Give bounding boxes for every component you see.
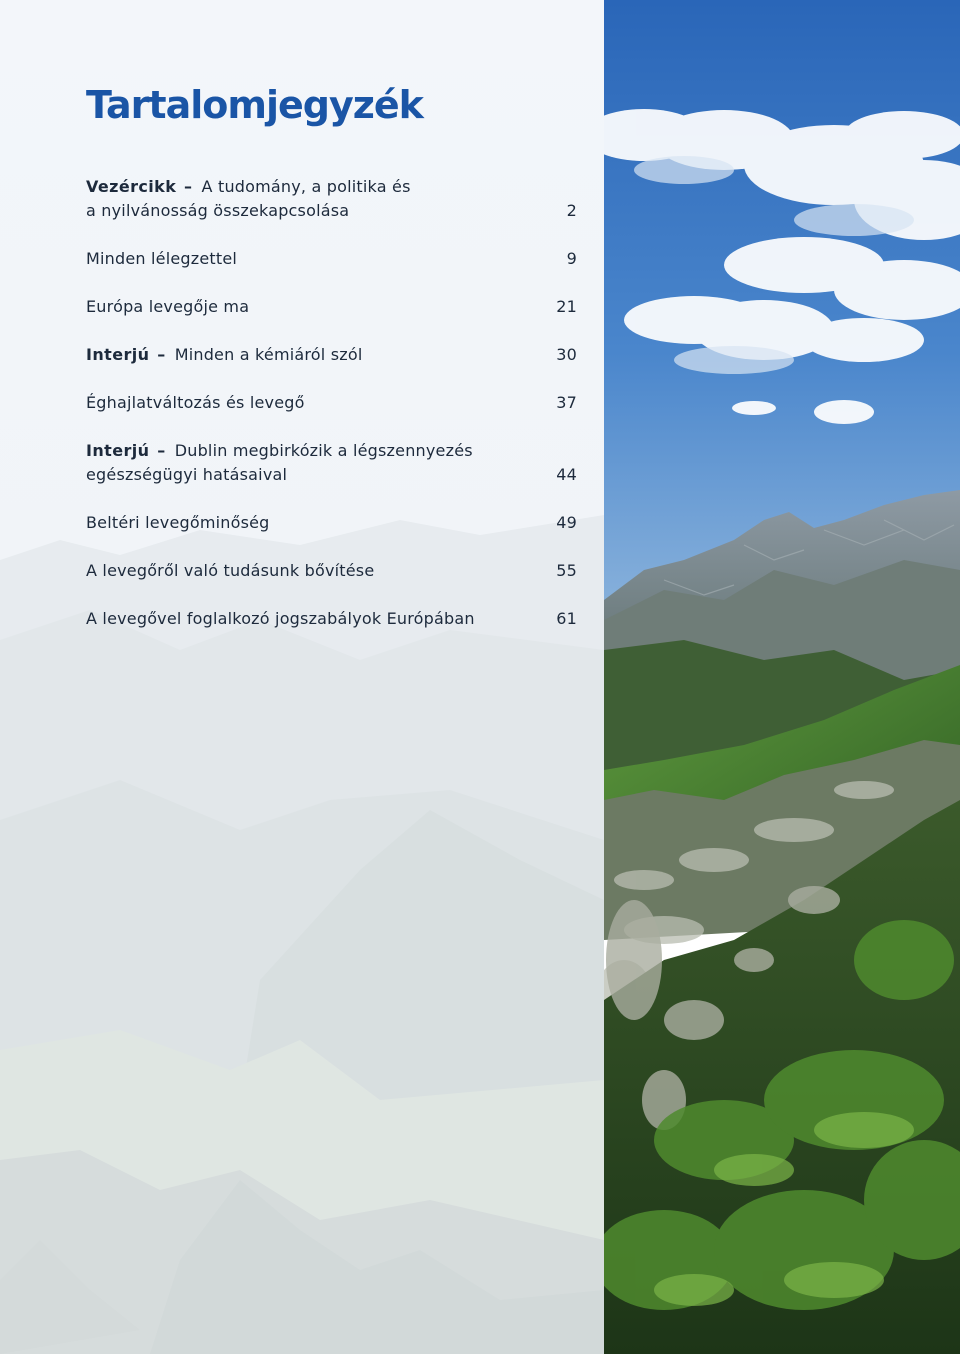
toc-page-number: 30 [556,345,577,364]
toc-entry-title-line1: Minden a kémiáról szól [174,345,363,364]
toc-entry-3[interactable] [86,295,578,319]
toc-entry-title-line2: a nyilvánosság összekapcsolása [86,201,350,220]
toc-page-number: 21 [556,297,577,316]
toc-entry-title-line2: egészségügyi hatásaival [86,465,288,484]
toc-entry-text: A levegőről való tudásunk bővítése [86,561,375,580]
toc-entry-label: Interjú [86,345,150,364]
toc-page-number: 61 [556,609,577,628]
toc-entry-text [86,175,537,223]
toc-entry-label: Interjú [86,441,150,460]
toc-entry-9[interactable] [86,607,578,631]
table-of-contents [86,82,578,631]
toc-page-number: 37 [556,393,577,412]
toc-entry-title-line1: Dublin megbirkózik a légszennyezés [174,441,473,460]
toc-entry-2[interactable] [86,247,578,271]
toc-title: Tartalomjegyzék [86,83,423,127]
toc-page-number: 2 [566,201,577,220]
toc-entry-6[interactable] [86,439,578,487]
toc-entry-7[interactable] [86,511,578,535]
toc-page-number: 49 [556,513,577,532]
toc-entry-text: Európa levegője ma [86,297,250,316]
toc-entry-text [86,439,537,487]
mountain-landscape-photo [604,0,960,1354]
toc-entry-text: Beltéri levegőminőség [86,513,270,532]
toc-entry-1[interactable] [86,175,578,223]
toc-page-number: 44 [556,465,577,484]
toc-entry-text: Éghajlatváltozás és levegő [86,393,305,412]
toc-dash: – [178,177,193,196]
toc-entry-4[interactable] [86,343,578,367]
toc-entry-title-line1: A tudomány, a politika és [201,177,411,196]
toc-dash: – [151,345,166,364]
toc-entry-8[interactable] [86,559,578,583]
toc-page-number: 55 [556,561,577,580]
toc-entry-text: Minden lélegzettel [86,249,238,268]
toc-entry-text: A levegővel foglalkozó jogszabályok Európában [86,609,475,628]
toc-entry-label: Vezércikk [86,177,177,196]
toc-page-number: 9 [566,249,577,268]
toc-entry-text [86,343,537,367]
landscape-image [604,0,960,1354]
toc-entry-5[interactable] [86,391,578,415]
toc-dash: – [151,441,166,460]
